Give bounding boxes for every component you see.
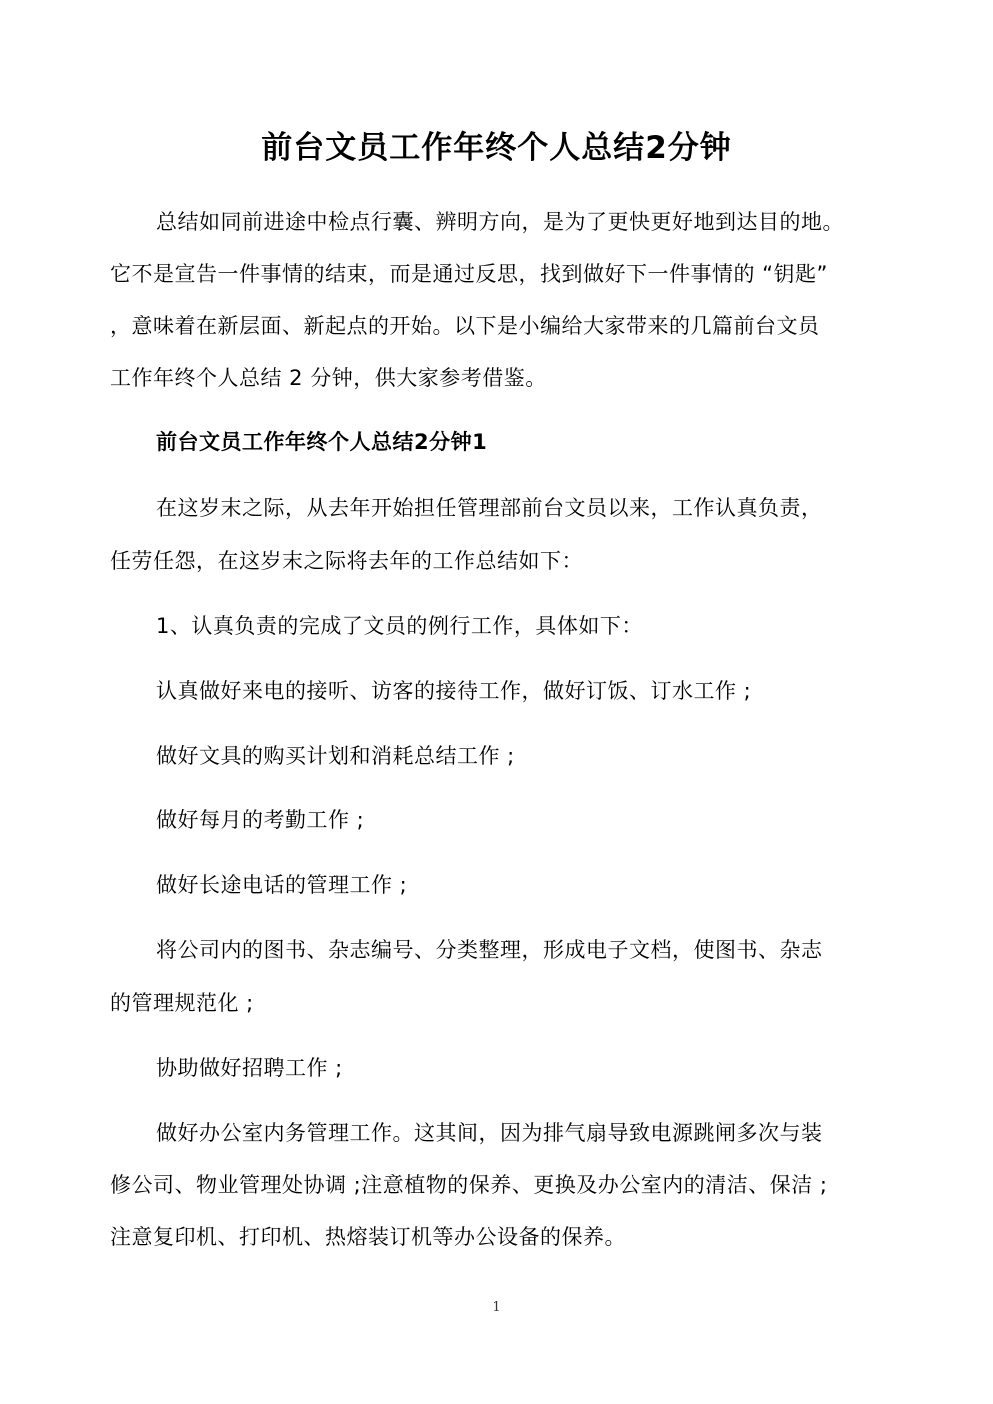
intro-line: 它不是宣告一件事情的结束，而是通过反思，找到做好下一件事情的 “钥匙” <box>110 262 828 286</box>
intro-line: 工作年终个人总结 2 分钟，供大家参考借鉴。 <box>110 366 547 390</box>
page-number: 1 <box>492 1300 501 1315</box>
paragraph-line: 注意复印机、打印机、热熔装订机等办公设备的保养。 <box>110 1225 626 1249</box>
paragraph-line: 任劳任怨，在这岁末之际将去年的工作总结如下： <box>110 549 583 573</box>
paragraph-line: 在这岁末之际，从去年开始担任管理部前台文员以来，工作认真负责， <box>156 496 823 520</box>
paragraph-line: 将公司内的图书、杂志编号、分类整理，形成电子文档，使图书、杂志 <box>156 938 823 962</box>
item-heading: 1、认真负责的完成了文员的例行工作，具体如下： <box>156 614 643 638</box>
document-title: 前台文员工作年终个人总结2分钟 <box>261 130 732 166</box>
paragraph-line: 做好办公室内务管理工作。这其间，因为排气扇导致电源跳闸多次与装 <box>156 1121 823 1145</box>
task-line: 做好长途电话的管理工作 ; <box>156 873 408 897</box>
task-line: 协助做好招聘工作 ; <box>156 1056 343 1080</box>
task-line: 做好文具的购买计划和消耗总结工作 ; <box>156 744 515 768</box>
paragraph-line: 的管理规范化 ; <box>110 991 254 1015</box>
section-heading: 前台文员工作年终个人总结2分钟1 <box>156 430 488 454</box>
intro-line: ，意味着在新层面、新起点的开始。以下是小编给大家带来的几篇前台文员 <box>110 314 820 338</box>
intro-line: 总结如同前进途中检点行囊、辨明方向，是为了更快更好地到达目的地。 <box>156 210 844 234</box>
task-line: 认真做好来电的接听、访客的接待工作，做好订饭、订水工作 ; <box>156 679 752 703</box>
task-line: 做好每月的考勤工作 ; <box>156 808 365 832</box>
paragraph-line: 修公司、物业管理处协调 ;注意植物的保养、更换及办公室内的清洁、保洁 ; <box>110 1173 828 1197</box>
